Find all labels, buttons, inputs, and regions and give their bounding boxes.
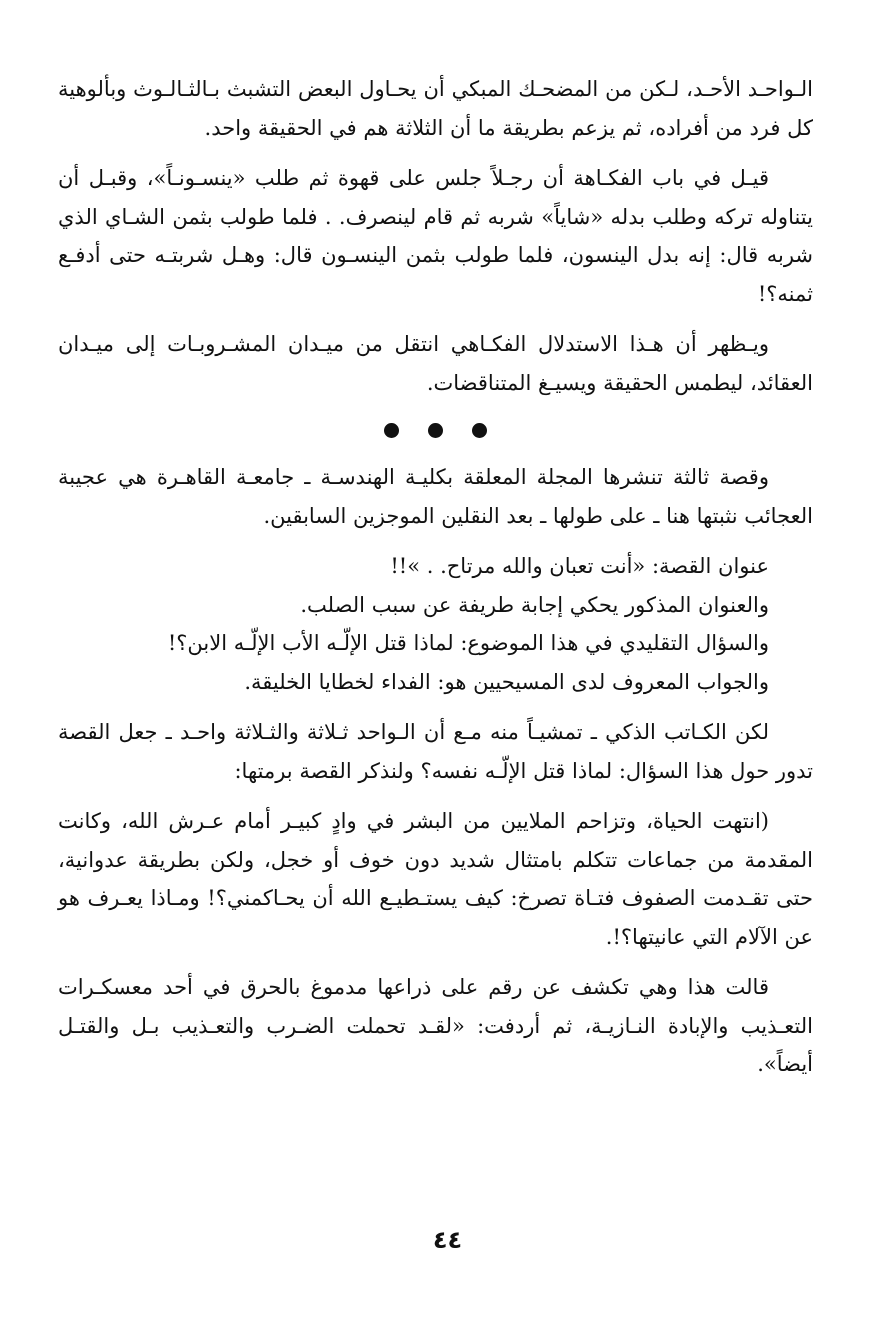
page-body	[58, 70, 813, 1096]
paragraph-third-story: وقصة ثالثة تنشرها المجلة المعلقة بكليـة الهندسـة ـ جامعـة القاهـرة هي عجيبة العجائب نثبتها هنا ـ على طولها ـ بعد النقلين الموجزين السابقين.	[58, 465, 813, 528]
section-break-dot	[428, 423, 443, 438]
section-break-dot	[384, 423, 399, 438]
paragraph-trinity-intro: الـواحـد الأحـد، لـكن من المضحـك المبكي أن يحـاول البعض التشبث بـالثـالـوث وبألوهية كل فرد من أفراده، ثم يزعم بطريقة ما أن الثلاثة هم في الحقيقة واحد.	[58, 77, 813, 140]
paragraph-traditional-question: والسؤال التقليدي في هذا الموضوع: لماذا قتل الإلّـه الأب الإلّـه الابن؟!	[167, 631, 769, 655]
paragraph-girl-speaks: قالت هذا وهي تكشف عن رقم على ذراعها مدموغ بالحرق في أحد معسكـرات التعـذيب والإبادة النـازيـة، ثم أردفت: «لقـد تحملت الضـرب والتعـذيب بـل والقتـل أيضاً».	[58, 975, 813, 1076]
paragraph-story-title: عنوان القصة: «أنت تعبان والله مرتاح. . »!!	[390, 554, 769, 578]
paragraph-title-meaning: والعنوان المذكور يحكي إجابة طريفة عن سبب الصلب.	[300, 592, 769, 617]
paragraph-joke-moral: ويـظهر أن هـذا الاستدلال الفكـاهي انتقل من ميـدان المشـروبـات إلى ميـدان العقائد، ليطمس الحقيقة ويسيـغ المتناقضات.	[58, 332, 813, 395]
paragraph-known-answer: والجواب المعروف لدى المسيحيين هو: الفداء لخطايا الخليقة.	[244, 669, 769, 694]
section-break	[58, 414, 813, 448]
section-break-dot	[472, 423, 487, 438]
paragraph-story-begins: (انتهت الحياة، وتزاحم الملايين من البشر في وادٍ كبيـر أمام عـرش الله، وكانت المقدمة من جماعات تتكلم بامتثال شديد دون خوف أو خجل، ولكن بطريقة عدوانية، حتى تقـدمت الصفوف فتـاة تصرخ: كيف يستـطيـع الله أن يحـاكمني؟! ومـاذا يعـرف هو عن الآلام التي عانيتها؟!.	[58, 809, 813, 949]
page-number: ٤٤	[432, 1226, 463, 1254]
paragraph-writer-question: لكن الكـاتب الذكي ـ تمشيـاً منه مـع أن الـواحد ثـلاثة والثـلاثة واحـد ـ جعل القصة تدور حول هذا السؤال: لماذا قتل الإلّـه نفسه؟ ولنذكر القصة برمتها:	[58, 720, 813, 783]
paragraph-anise-joke: قيـل في باب الفكـاهة أن رجـلاً جلس على قهوة ثم طلب «ينسـونـاً»، وقبـل أن يتناوله تركه وطلب بدله «شاياً» شربه ثم قام لينصرف. . فلما طولب بثمن الشـاي الذي شربه قال: إنه بدل الينسون، فلما طولب بثمن الينسـون قال: وهـل شربتـه حتى أدفـع ثمنه؟!	[58, 166, 813, 306]
